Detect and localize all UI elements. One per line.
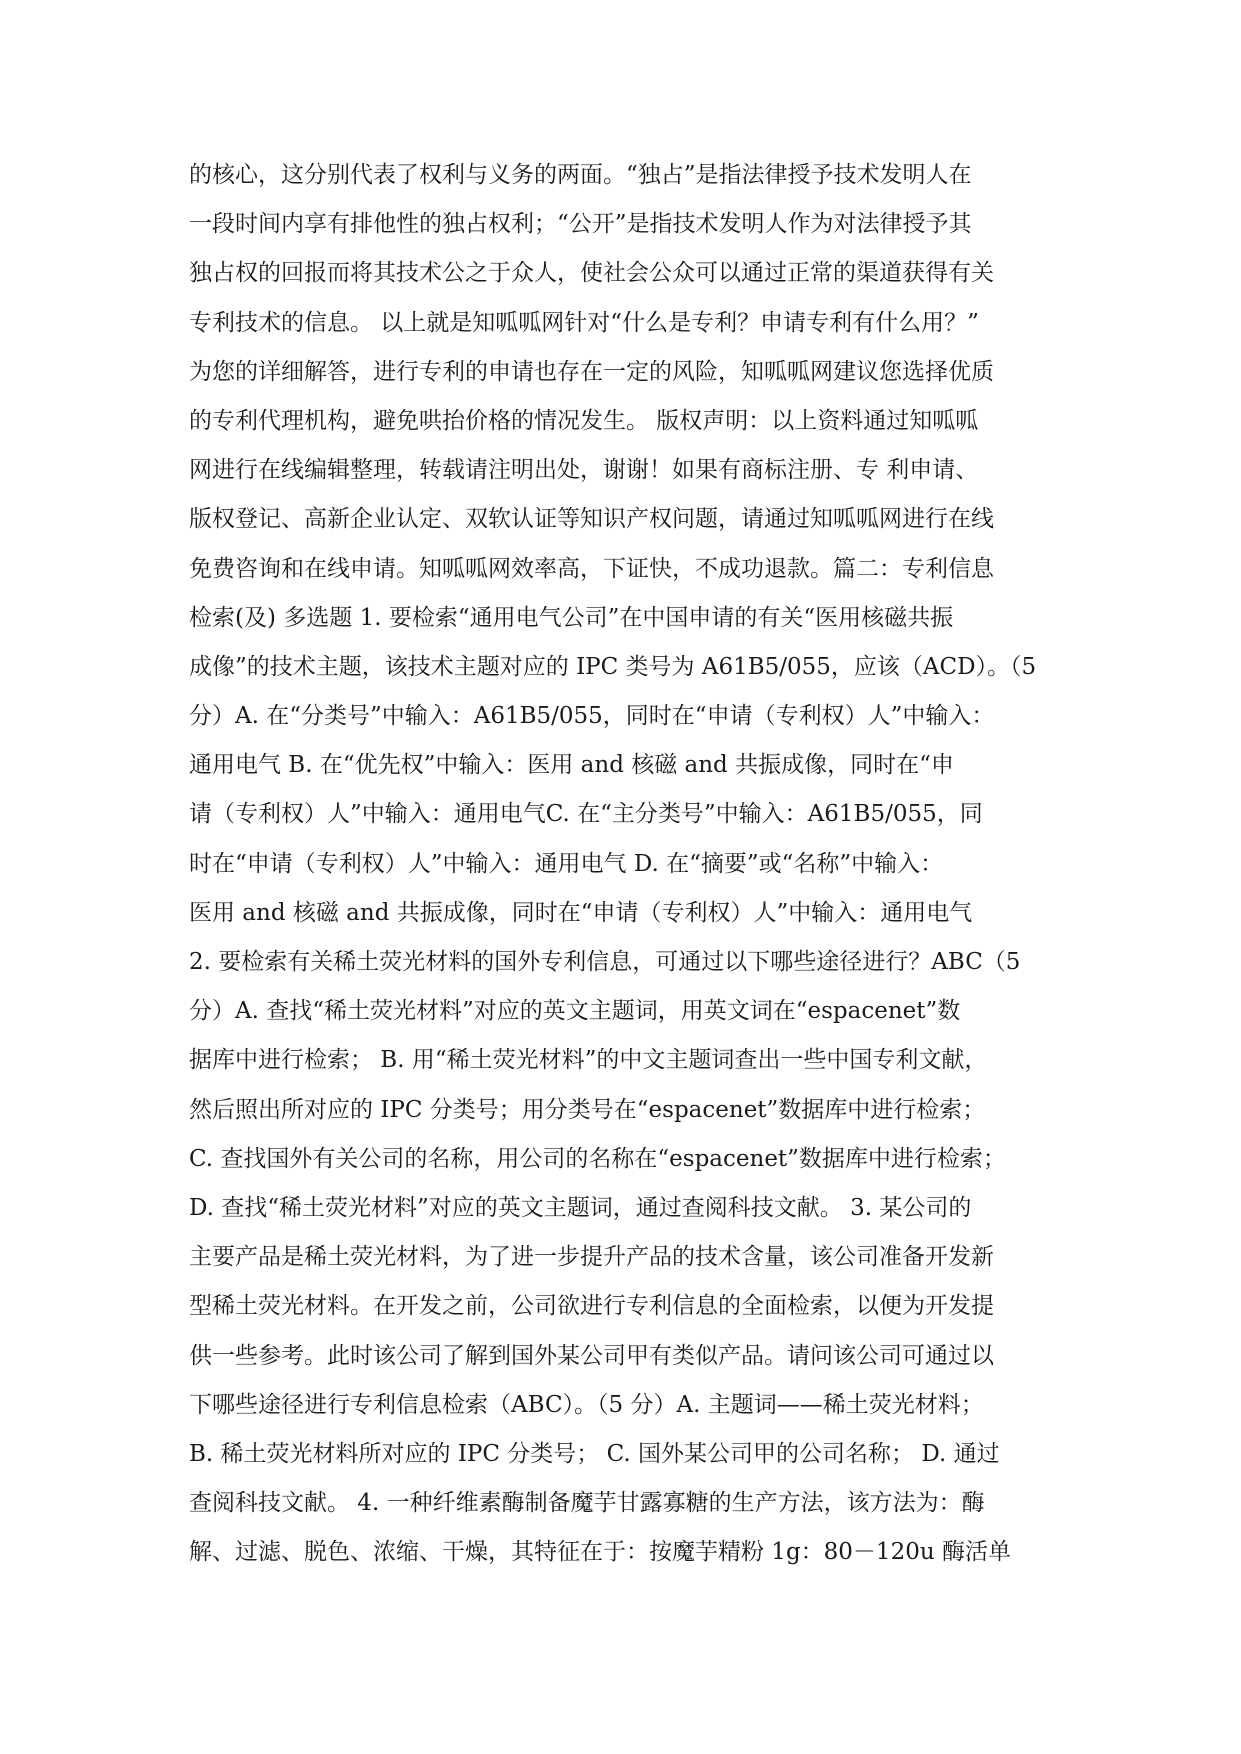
text-line-19: 据库中进行检索； B. 用“稀土荧光材料”的中文主题词查出一些中国专利文献， [189, 1047, 988, 1074]
text-line-12: 分）A. 在“分类号”中输入：A61B5/055，同时在“申请（专利权）人”中输入： [189, 703, 995, 730]
text-line-26: 下哪些途径进行专利信息检索（ABC）。（5 分）A. 主题词——稀土荧光材料； [189, 1391, 984, 1418]
text-line-3: 独占权的回报而将其技术公之于众人，使社会公众可以通过正常的渠道获得有关 [189, 260, 994, 287]
text-line-14: 请（专利权）人”中输入：通用电气C. 在“主分类号”中输入：A61B5/055，同 [189, 801, 983, 828]
text-line-6: 的专利代理机构，避免哄抬价格的情况发生。 版权声明：以上资料通过知呱呱 [189, 407, 979, 434]
text-line-25: 供一些参考。此时该公司了解到国外某公司甲有类似产品。请问该公司可通过以 [189, 1342, 994, 1369]
text-line-16: 医用 and 核磁 and 共振成像，同时在“申请（专利权）人”中输入：通用电气 [189, 899, 973, 926]
text-line-20: 然后照出所对应的 IPC 分类号；用分类号在“espacenet”数据库中进行检索； [189, 1096, 986, 1123]
text-line-18: 分）A. 查找“稀土荧光材料”对应的英文主题词，用英文词在“espacenet”数 [189, 998, 961, 1025]
text-line-21: C. 查找国外有关公司的名称，用公司的名称在“espacenet”数据库中进行检索； [189, 1145, 1006, 1172]
text-line-13: 通用电气 B. 在“优先权”中输入：医用 and 核磁 and 共振成像，同时在“申 [189, 752, 954, 779]
text-line-9: 免费咨询和在线申请。知呱呱网效率高，下证快，不成功退款。篇二：专利信息 [189, 555, 994, 582]
text-line-5: 为您的详细解答，进行专利的申请也存在一定的风险，知呱呱网建议您选择优质 [189, 358, 994, 385]
text-line-15: 时在“申请（专利权）人”中输入：通用电气 D. 在“摘要”或“名称”中输入： [189, 850, 944, 877]
body-text [189, 151, 1069, 1577]
text-line-1: 的核心，这分别代表了权利与义务的两面。“独占”是指法律授予技术发明人在 [189, 162, 972, 188]
text-line-7: 网进行在线编辑整理，转载请注明出处，谢谢！如果有商标注册、专 利申请、 [189, 457, 979, 484]
text-line-17: 2. 要检索有关稀土荧光材料的国外专利信息，可通过以下哪些途径进行？ABC（5 [189, 949, 1021, 975]
text-line-4: 专利技术的信息。 以上就是知呱呱网针对“什么是专利？申请专利有什么用？” [189, 309, 979, 336]
text-line-28: 查阅科技文献。 4. 一种纤维素酶制备魔芋甘露寡糖的生产方法，该方法为：酶 [189, 1490, 985, 1517]
text-line-8: 版权登记、高新企业认定、双软认证等知识产权问题，请通过知呱呱网进行在线 [189, 506, 994, 533]
text-line-27: B. 稀土荧光材料所对应的 IPC 分类号； C. 国外某公司甲的公司名称； D. 通过 [189, 1440, 1000, 1467]
text-line-23: 主要产品是稀土荧光材料，为了进一步提升产品的技术含量，该公司准备开发新 [189, 1244, 994, 1271]
text-line-29: 解、过滤、脱色、浓缩、干燥，其特征在于：按魔芋精粉 1g：80－120u 酶活单 [189, 1539, 1011, 1566]
text-line-22: D. 查找“稀土荧光材料”对应的英文主题词，通过查阅科技文献。 3. 某公司的 [189, 1194, 972, 1221]
text-line-24: 型稀土荧光材料。在开发之前，公司欲进行专利信息的全面检索，以便为开发提 [189, 1293, 994, 1320]
text-line-10: 检索(及) 多选题 1. 要检索“通用电气公司”在中国申请的有关“医用核磁共振 [189, 604, 954, 631]
text-line-2: 一段时间内享有排他性的独占权利；“公开”是指技术发明人作为对法律授予其 [189, 211, 972, 238]
text-line-11: 成像”的技术主题，该技术主题对应的 IPC 类号为 A61B5/055，应该（ACD）。（5 [189, 653, 1037, 680]
